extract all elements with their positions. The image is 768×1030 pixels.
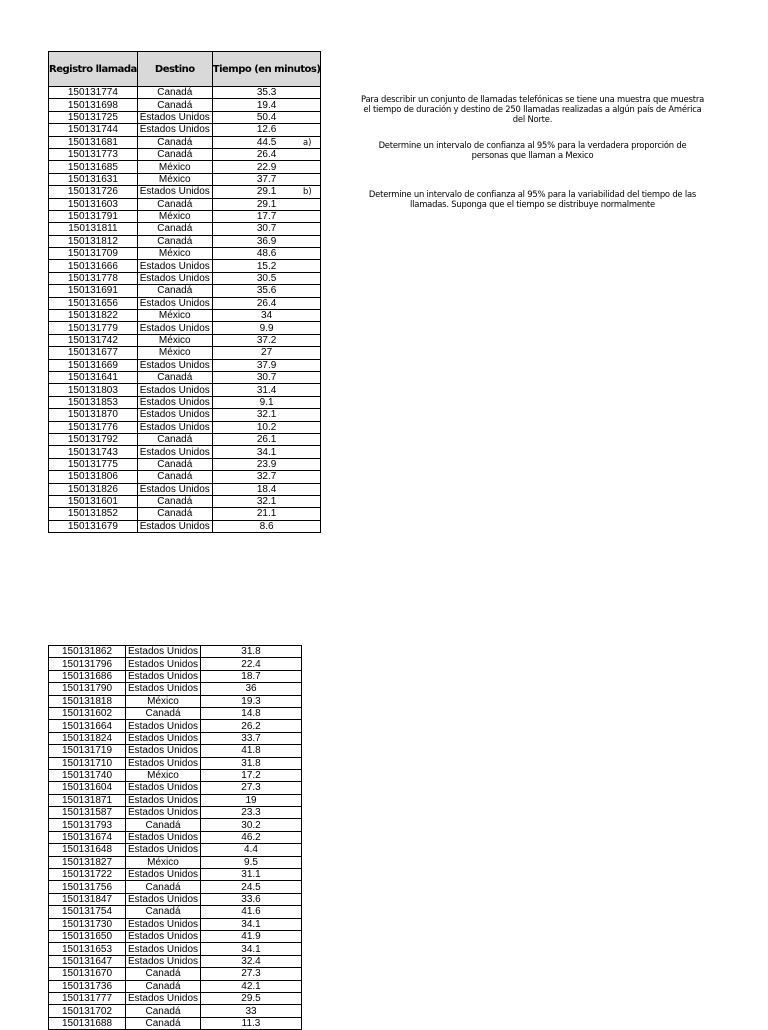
cell-destino[interactable]: Estados Unidos — [126, 807, 201, 819]
table-row — [49, 87, 321, 99]
table-row — [49, 707, 302, 719]
cell-destino[interactable]: Estados Unidos — [137, 111, 212, 123]
cell-destino[interactable]: Estados Unidos — [126, 683, 201, 695]
table-row — [49, 148, 321, 160]
cell-tiempo[interactable]: 27.3 — [201, 782, 302, 794]
cell-destino[interactable]: Estados Unidos — [137, 421, 212, 433]
cell-tiempo[interactable]: 41.9 — [201, 930, 302, 942]
table-row — [49, 186, 321, 198]
table-row — [49, 297, 321, 309]
table-row — [49, 495, 321, 507]
cell-destino[interactable]: Canadá — [126, 819, 201, 831]
cell-destino[interactable]: México — [137, 173, 212, 185]
cell-registro[interactable]: 150131776 — [49, 421, 138, 433]
cell-destino[interactable]: Estados Unidos — [126, 831, 201, 843]
table-row — [49, 968, 302, 980]
cell-registro[interactable]: 150131824 — [49, 732, 126, 744]
cell-tiempo[interactable]: 17.7 — [212, 210, 321, 222]
cell-tiempo[interactable]: 9.5 — [201, 856, 302, 868]
cell-destino[interactable]: Canadá — [126, 1005, 201, 1017]
cell-tiempo[interactable]: 37.7 — [212, 173, 321, 185]
cell-tiempo[interactable]: 48.6 — [212, 248, 321, 260]
cell-destino[interactable]: Estados Unidos — [126, 782, 201, 794]
cell-destino[interactable]: Canadá — [126, 707, 201, 719]
cell-registro[interactable]: 150131811 — [49, 223, 138, 235]
question-b[interactable]: Determine un intervalo de confianza al 95% para la variabilidad del tiempo de las llamadas. Suponga que el tiempo se distribuye normalmente — [368, 189, 697, 209]
cell-registro[interactable]: 150131601 — [49, 495, 138, 507]
cell-tiempo[interactable]: 10.2 — [212, 421, 321, 433]
cell-registro[interactable]: 150131602 — [49, 707, 126, 719]
cell-registro[interactable]: 150131791 — [49, 210, 138, 222]
cell-registro[interactable]: 150131756 — [49, 881, 126, 893]
cell-registro[interactable]: 150131818 — [49, 695, 126, 707]
header-destino[interactable]: Destino — [137, 52, 212, 87]
label-b[interactable]: b) — [303, 186, 312, 196]
cell-tiempo[interactable]: 32.1 — [212, 409, 321, 421]
cell-registro[interactable]: 150131775 — [49, 458, 138, 470]
table-row — [49, 769, 302, 781]
cell-registro[interactable]: 150131742 — [49, 334, 138, 346]
table-row — [49, 99, 321, 111]
table-row — [49, 683, 302, 695]
table-row — [49, 446, 321, 458]
table-row — [49, 658, 302, 670]
cell-registro[interactable]: 150131631 — [49, 173, 138, 185]
cell-tiempo[interactable]: 27.3 — [201, 968, 302, 980]
table-row — [49, 483, 321, 495]
header-registro[interactable]: Registro llamada — [49, 52, 138, 87]
cell-destino[interactable]: Estados Unidos — [126, 930, 201, 942]
cell-destino[interactable]: Estados Unidos — [126, 646, 201, 658]
cell-tiempo[interactable]: 8.6 — [212, 520, 321, 532]
cell-destino[interactable]: Estados Unidos — [126, 844, 201, 856]
cell-tiempo[interactable]: 30.7 — [212, 223, 321, 235]
table-row — [49, 930, 302, 942]
problem-statement[interactable]: Para describir un conjunto de llamadas telefónicas se tiene una muestra que muestra el tiempo de duración y destino de 250 llamadas realizadas a algún país de América del Norte. — [360, 94, 705, 124]
cell-registro[interactable]: 150131677 — [49, 347, 138, 359]
cell-tiempo[interactable]: 50.4 — [212, 111, 321, 123]
cell-registro[interactable]: 150131774 — [49, 87, 138, 99]
table-row — [49, 223, 321, 235]
cell-registro[interactable]: 150131656 — [49, 297, 138, 309]
cell-destino[interactable]: Canadá — [137, 458, 212, 470]
table-row — [49, 794, 302, 806]
cell-tiempo[interactable]: 18.7 — [201, 670, 302, 682]
cell-destino[interactable]: Estados Unidos — [126, 869, 201, 881]
table-row — [49, 384, 321, 396]
cell-tiempo[interactable]: 19.3 — [201, 695, 302, 707]
cell-destino[interactable]: México — [126, 856, 201, 868]
table-row — [49, 943, 302, 955]
table-row — [49, 732, 302, 744]
cell-tiempo[interactable]: 33 — [201, 1005, 302, 1017]
cell-destino[interactable]: Estados Unidos — [137, 396, 212, 408]
cell-destino[interactable]: México — [126, 769, 201, 781]
cell-registro[interactable]: 150131744 — [49, 124, 138, 136]
table-row — [49, 807, 302, 819]
table-row — [49, 359, 321, 371]
table-body-top — [49, 87, 321, 533]
table-row — [49, 210, 321, 222]
cell-registro[interactable]: 150131685 — [49, 161, 138, 173]
cell-destino[interactable]: Estados Unidos — [126, 943, 201, 955]
table-row — [49, 248, 321, 260]
cell-destino[interactable]: Estados Unidos — [126, 670, 201, 682]
cell-destino[interactable]: Canadá — [126, 881, 201, 893]
cell-destino[interactable]: Estados Unidos — [126, 893, 201, 905]
cell-tiempo[interactable]: 22.4 — [201, 658, 302, 670]
table-row — [49, 371, 321, 383]
table-row — [49, 136, 321, 148]
cell-registro[interactable]: 150131847 — [49, 893, 126, 905]
cell-tiempo[interactable]: 35.6 — [212, 285, 321, 297]
cell-destino[interactable]: Estados Unidos — [126, 955, 201, 967]
cell-tiempo[interactable]: 34.1 — [201, 943, 302, 955]
cell-tiempo[interactable]: 37.2 — [212, 334, 321, 346]
calls-table-top — [48, 51, 321, 533]
cell-registro[interactable]: 150131793 — [49, 819, 126, 831]
table-row — [49, 906, 302, 918]
table-row — [49, 409, 321, 421]
cell-registro[interactable]: 150131647 — [49, 955, 126, 967]
cell-tiempo[interactable]: 32.1 — [212, 495, 321, 507]
cell-registro[interactable]: 150131853 — [49, 396, 138, 408]
table-row — [49, 955, 302, 967]
cell-tiempo[interactable]: 41.6 — [201, 906, 302, 918]
calls-table-bottom — [48, 645, 302, 1030]
cell-registro[interactable]: 150131822 — [49, 310, 138, 322]
cell-tiempo[interactable]: 29.1 — [212, 198, 321, 210]
cell-registro[interactable]: 150131827 — [49, 856, 126, 868]
cell-registro[interactable]: 150131803 — [49, 384, 138, 396]
cell-destino[interactable]: Canadá — [126, 968, 201, 980]
cell-registro[interactable]: 150131792 — [49, 433, 138, 445]
cell-registro[interactable]: 150131736 — [49, 980, 126, 992]
cell-registro[interactable]: 150131726 — [49, 186, 138, 198]
table-row — [49, 173, 321, 185]
table-row — [49, 458, 321, 470]
cell-tiempo[interactable]: 34 — [212, 310, 321, 322]
cell-registro[interactable]: 150131650 — [49, 930, 126, 942]
table-row — [49, 844, 302, 856]
cell-destino[interactable]: Estados Unidos — [126, 794, 201, 806]
table-row — [49, 111, 321, 123]
table-row — [49, 161, 321, 173]
table-row — [49, 124, 321, 136]
cell-destino[interactable]: Canadá — [137, 136, 212, 148]
cell-registro[interactable]: 150131779 — [49, 322, 138, 334]
cell-tiempo[interactable]: 34.1 — [201, 918, 302, 930]
table-row — [49, 646, 302, 658]
cell-tiempo[interactable]: 11.3 — [201, 1017, 302, 1029]
cell-registro[interactable]: 150131730 — [49, 918, 126, 930]
cell-registro[interactable]: 150131679 — [49, 520, 138, 532]
cell-registro[interactable]: 150131773 — [49, 148, 138, 160]
cell-registro[interactable]: 150131871 — [49, 794, 126, 806]
table-row — [49, 508, 321, 520]
cell-registro[interactable]: 150131587 — [49, 807, 126, 819]
cell-registro[interactable]: 150131852 — [49, 508, 138, 520]
cell-destino[interactable]: Estados Unidos — [137, 124, 212, 136]
cell-destino[interactable]: Estados Unidos — [137, 520, 212, 532]
cell-tiempo[interactable]: 17.2 — [201, 769, 302, 781]
table-row — [49, 918, 302, 930]
table-row — [49, 198, 321, 210]
cell-tiempo[interactable]: 35.3 — [212, 87, 321, 99]
cell-tiempo[interactable]: 31.8 — [201, 646, 302, 658]
cell-registro[interactable]: 150131722 — [49, 869, 126, 881]
cell-destino[interactable]: Canadá — [137, 371, 212, 383]
table-row — [49, 831, 302, 843]
cell-destino[interactable]: Estados Unidos — [137, 409, 212, 421]
cell-tiempo[interactable]: 31.4 — [212, 384, 321, 396]
cell-registro[interactable]: 150131686 — [49, 670, 126, 682]
cell-registro[interactable]: 150131648 — [49, 844, 126, 856]
cell-tiempo[interactable]: 30.5 — [212, 272, 321, 284]
table-row — [49, 745, 302, 757]
cell-registro[interactable]: 150131777 — [49, 992, 126, 1004]
cell-tiempo[interactable]: 46.2 — [201, 831, 302, 843]
cell-destino[interactable]: Canadá — [137, 148, 212, 160]
cell-destino[interactable]: Estados Unidos — [137, 446, 212, 458]
cell-destino[interactable]: Estados Unidos — [126, 732, 201, 744]
cell-registro[interactable]: 150131604 — [49, 782, 126, 794]
cell-destino[interactable]: Estados Unidos — [126, 745, 201, 757]
cell-tiempo[interactable]: 30.2 — [201, 819, 302, 831]
table-row — [49, 819, 302, 831]
cell-registro[interactable]: 150131670 — [49, 968, 126, 980]
cell-tiempo[interactable]: 33.6 — [201, 893, 302, 905]
cell-registro[interactable]: 150131698 — [49, 99, 138, 111]
cell-tiempo[interactable]: 26.4 — [212, 297, 321, 309]
cell-tiempo[interactable]: 22.9 — [212, 161, 321, 173]
cell-tiempo[interactable]: 29.5 — [201, 992, 302, 1004]
cell-destino[interactable]: Canadá — [126, 1017, 201, 1029]
cell-tiempo[interactable]: 34.1 — [212, 446, 321, 458]
cell-registro[interactable]: 150131806 — [49, 471, 138, 483]
table-row — [49, 695, 302, 707]
cell-destino[interactable]: Canadá — [137, 198, 212, 210]
table-row — [49, 260, 321, 272]
cell-destino[interactable]: México — [126, 695, 201, 707]
cell-registro[interactable]: 150131681 — [49, 136, 138, 148]
cell-registro[interactable]: 150131754 — [49, 906, 126, 918]
cell-destino[interactable]: Estados Unidos — [137, 359, 212, 371]
cell-destino[interactable]: Canadá — [137, 433, 212, 445]
cell-registro[interactable]: 150131710 — [49, 757, 126, 769]
cell-registro[interactable]: 150131743 — [49, 446, 138, 458]
cell-tiempo[interactable]: 42.1 — [201, 980, 302, 992]
cell-tiempo[interactable]: 26.4 — [212, 148, 321, 160]
cell-tiempo[interactable]: 14.8 — [201, 707, 302, 719]
table-row — [49, 421, 321, 433]
cell-tiempo[interactable]: 32.7 — [212, 471, 321, 483]
cell-destino[interactable]: Estados Unidos — [137, 297, 212, 309]
label-a[interactable]: a) — [303, 137, 312, 147]
question-a[interactable]: Determine un intervalo de confianza al 95% para la verdadera proporción de personas que llaman a Mexico — [378, 140, 687, 160]
table-row — [49, 980, 302, 992]
cell-tiempo[interactable]: 23.9 — [212, 458, 321, 470]
cell-destino[interactable]: México — [137, 347, 212, 359]
cell-registro[interactable]: 150131790 — [49, 683, 126, 695]
cell-destino[interactable]: Estados Unidos — [126, 658, 201, 670]
cell-registro[interactable]: 150131653 — [49, 943, 126, 955]
table-row — [49, 235, 321, 247]
cell-tiempo[interactable]: 21.1 — [212, 508, 321, 520]
cell-registro[interactable]: 150131778 — [49, 272, 138, 284]
cell-tiempo[interactable]: 27 — [212, 347, 321, 359]
cell-destino[interactable]: Canadá — [137, 223, 212, 235]
table-row — [49, 310, 321, 322]
cell-destino[interactable]: Estados Unidos — [126, 992, 201, 1004]
cell-tiempo[interactable]: 23.3 — [201, 807, 302, 819]
table-row — [49, 285, 321, 297]
cell-tiempo[interactable]: 4.4 — [201, 844, 302, 856]
table-row — [49, 856, 302, 868]
cell-destino[interactable]: Estados Unidos — [126, 918, 201, 930]
cell-tiempo[interactable]: 26.2 — [201, 720, 302, 732]
cell-tiempo[interactable]: 19 — [201, 794, 302, 806]
table-row — [49, 757, 302, 769]
table-row — [49, 471, 321, 483]
cell-registro[interactable]: 150131709 — [49, 248, 138, 260]
cell-registro[interactable]: 150131603 — [49, 198, 138, 210]
cell-tiempo[interactable]: 30.7 — [212, 371, 321, 383]
table-row — [49, 1005, 302, 1017]
cell-registro[interactable]: 150131862 — [49, 646, 126, 658]
cell-tiempo[interactable]: 9.1 — [212, 396, 321, 408]
cell-destino[interactable]: Canadá — [137, 99, 212, 111]
cell-destino[interactable]: Estados Unidos — [126, 757, 201, 769]
cell-tiempo[interactable]: 29.1 — [212, 186, 321, 198]
table-row — [49, 322, 321, 334]
cell-tiempo[interactable]: 41.8 — [201, 745, 302, 757]
cell-tiempo[interactable]: 37.9 — [212, 359, 321, 371]
cell-registro[interactable]: 150131725 — [49, 111, 138, 123]
cell-tiempo[interactable]: 19.4 — [212, 99, 321, 111]
cell-registro[interactable]: 150131740 — [49, 769, 126, 781]
cell-tiempo[interactable]: 15.2 — [212, 260, 321, 272]
cell-destino[interactable]: México — [137, 334, 212, 346]
cell-tiempo[interactable]: 26.1 — [212, 433, 321, 445]
cell-destino[interactable]: Canadá — [126, 980, 201, 992]
cell-destino[interactable]: Canadá — [137, 285, 212, 297]
cell-tiempo[interactable]: 33.7 — [201, 732, 302, 744]
table-row — [49, 869, 302, 881]
cell-tiempo[interactable]: 31.8 — [201, 757, 302, 769]
cell-destino[interactable]: Canadá — [137, 235, 212, 247]
cell-registro[interactable]: 150131664 — [49, 720, 126, 732]
cell-destino[interactable]: Estados Unidos — [126, 720, 201, 732]
cell-registro[interactable]: 150131666 — [49, 260, 138, 272]
cell-registro[interactable]: 150131826 — [49, 483, 138, 495]
table-row — [49, 782, 302, 794]
cell-destino[interactable]: Estados Unidos — [137, 384, 212, 396]
table-row — [49, 396, 321, 408]
cell-destino[interactable]: Estados Unidos — [137, 186, 212, 198]
cell-destino[interactable]: Canadá — [137, 87, 212, 99]
cell-destino[interactable]: México — [137, 248, 212, 260]
cell-tiempo[interactable]: 9.9 — [212, 322, 321, 334]
cell-tiempo[interactable]: 44.5 — [212, 136, 321, 148]
cell-registro[interactable]: 150131702 — [49, 1005, 126, 1017]
cell-registro[interactable]: 150131812 — [49, 235, 138, 247]
cell-tiempo[interactable]: 32.4 — [201, 955, 302, 967]
cell-destino[interactable]: México — [137, 161, 212, 173]
table-row — [49, 520, 321, 532]
table-body-bottom — [49, 646, 302, 1030]
table-row — [49, 881, 302, 893]
cell-destino[interactable]: México — [137, 310, 212, 322]
cell-destino[interactable]: Canadá — [137, 471, 212, 483]
cell-tiempo[interactable]: 24.5 — [201, 881, 302, 893]
cell-destino[interactable]: Estados Unidos — [137, 483, 212, 495]
cell-tiempo[interactable]: 36 — [201, 683, 302, 695]
table-row — [49, 347, 321, 359]
cell-registro[interactable]: 150131870 — [49, 409, 138, 421]
cell-tiempo[interactable]: 18.4 — [212, 483, 321, 495]
cell-destino[interactable]: Canadá — [137, 508, 212, 520]
cell-destino[interactable]: Estados Unidos — [137, 272, 212, 284]
cell-destino[interactable]: Canadá — [126, 906, 201, 918]
cell-registro[interactable]: 150131688 — [49, 1017, 126, 1029]
cell-registro[interactable]: 150131674 — [49, 831, 126, 843]
cell-registro[interactable]: 150131796 — [49, 658, 126, 670]
table-row — [49, 1017, 302, 1029]
table-row — [49, 893, 302, 905]
cell-destino[interactable]: Canadá — [137, 495, 212, 507]
table-row — [49, 992, 302, 1004]
cell-tiempo[interactable]: 31.1 — [201, 869, 302, 881]
table-row — [49, 720, 302, 732]
table-row — [49, 670, 302, 682]
cell-tiempo[interactable]: 36.9 — [212, 235, 321, 247]
table-row — [49, 334, 321, 346]
cell-destino[interactable]: Estados Unidos — [137, 260, 212, 272]
cell-registro[interactable]: 150131641 — [49, 371, 138, 383]
cell-destino[interactable]: Estados Unidos — [137, 322, 212, 334]
table-row — [49, 433, 321, 445]
cell-registro[interactable]: 150131719 — [49, 745, 126, 757]
cell-registro[interactable]: 150131669 — [49, 359, 138, 371]
cell-registro[interactable]: 150131691 — [49, 285, 138, 297]
header-tiempo[interactable]: Tiempo (en minutos) — [212, 52, 321, 87]
table-row — [49, 272, 321, 284]
table-header-row — [49, 52, 321, 87]
cell-destino[interactable]: México — [137, 210, 212, 222]
cell-tiempo[interactable]: 12.6 — [212, 124, 321, 136]
